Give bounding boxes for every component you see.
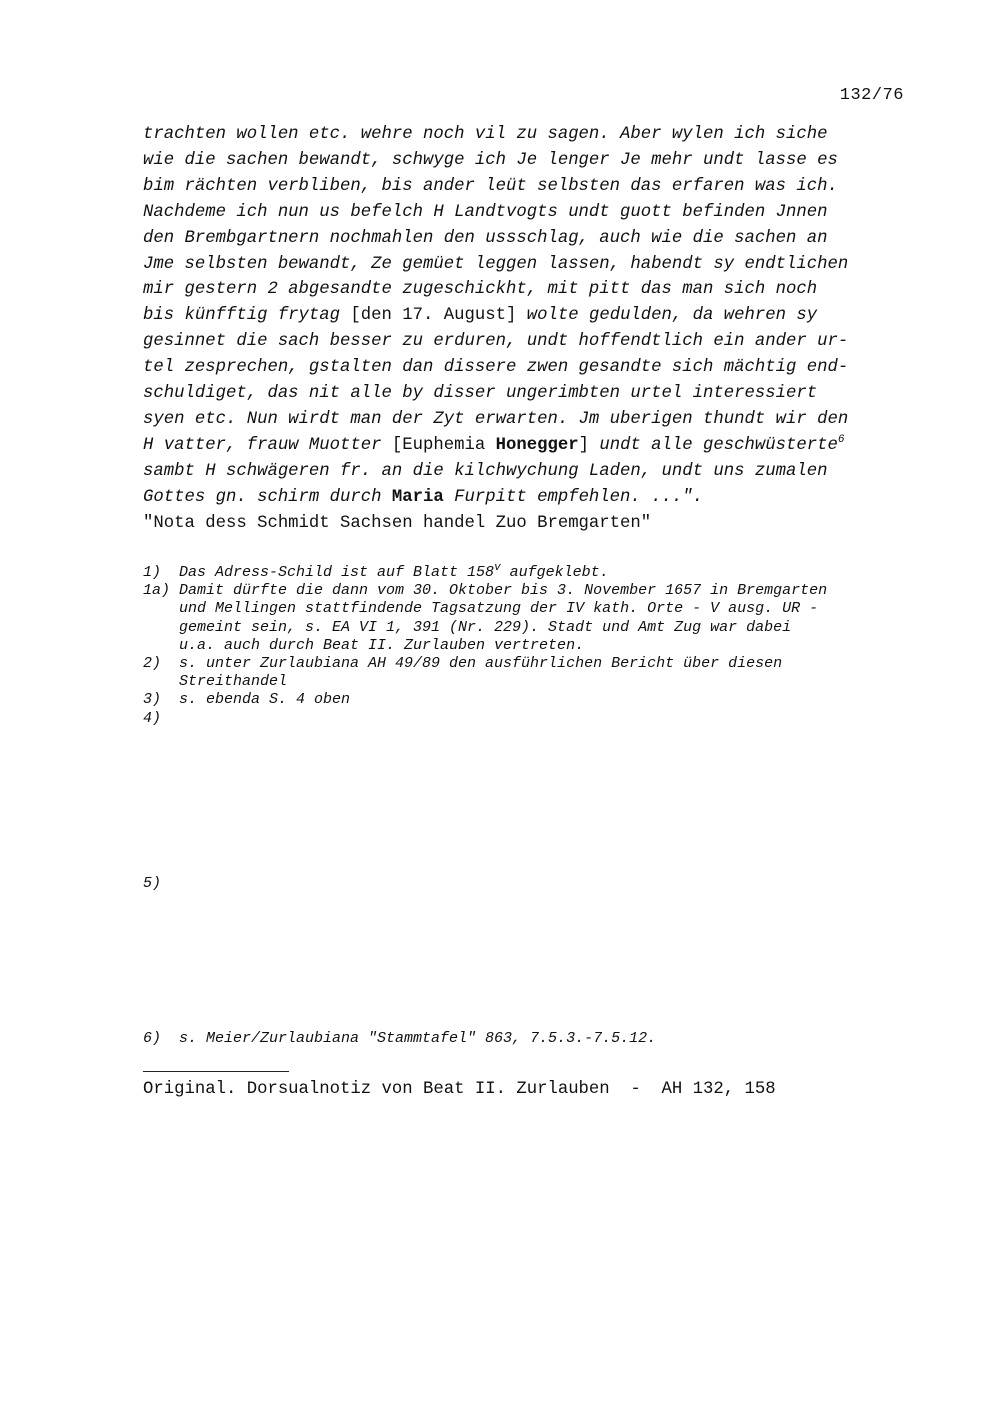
page-number: 132/76 <box>839 86 904 105</box>
footnote-number: 5) <box>143 875 162 892</box>
text-line: den Brembgartnern nochmahlen den ussschlag, auch wie die sachen an <box>143 228 828 248</box>
name-bold: Maria <box>391 487 444 507</box>
footnote-3 <box>143 691 933 709</box>
footnote-number: 6) <box>143 1030 162 1047</box>
footnote-line: s. unter Zurlaubiana AH 49/89 den ausführlichen Bericht über diesen <box>179 655 783 673</box>
footnote-text <box>179 582 933 655</box>
source-line <box>143 1080 776 1099</box>
name-bold: Honegger <box>495 435 579 455</box>
footnote-5-block <box>143 875 933 893</box>
footnote-4 <box>143 710 933 728</box>
text-line: gesinnet die sach besser zu erduren, undt hoffendtlich ein ander ur- <box>143 332 849 352</box>
footnote-1a <box>143 582 933 655</box>
footnotes <box>143 564 933 728</box>
editorial-insert: [Euphemia <box>391 435 496 455</box>
footnote-2 <box>143 655 933 691</box>
separator-rule <box>143 1071 289 1072</box>
footnote-ref: 6 <box>837 434 845 447</box>
editorial-insert: [den 17. August] <box>350 306 517 326</box>
text-line: mir gestern 2 abgesandte zugeschickht, mit pitt das man sich noch <box>143 280 818 300</box>
text-segment: undt alle geschwüsterte <box>588 435 838 455</box>
footnote-number: 1a) <box>143 582 171 600</box>
footnote-line: gemeint sein, s. EA VI 1, 391 (Nr. 229). Stadt und Amt Zug war dabei <box>179 618 792 636</box>
footnote-text: s. ebenda S. 4 oben <box>179 691 351 709</box>
text-line: sambt H schwägeren fr. an die kilchwychung Laden, undt uns zumalen <box>143 461 828 481</box>
footnote-line: Damit dürfte die dann vom 30. Oktober bis 3. November 1657 in Bremgarten <box>179 582 828 600</box>
text-line: trachten wollen etc. wehre noch vil zu sagen. Aber wylen ich siche <box>143 125 828 144</box>
footnote-line: und Mellingen stattfindende Tagsatzung der IV kath. Orte - V ausg. UR - <box>179 600 819 618</box>
footnote-text-segment: Das Adress-Schild ist auf Blatt 158 <box>179 564 495 581</box>
footnote-1 <box>143 564 933 582</box>
footnote-number: 4) <box>143 709 162 727</box>
letter-text <box>143 122 913 537</box>
footnote-text <box>179 564 933 582</box>
footnote-number: 1) <box>143 564 162 581</box>
source-reference: AH 132, 158 <box>661 1080 776 1099</box>
text-line: bim rächten verbliben, bis ander leüt selbsten das erfaren was ich. <box>143 176 838 196</box>
text-line: Nachdeme ich nun us befelch H Landtvogts undt guott befinden Jnnen <box>143 202 828 222</box>
text-line: wie die sachen bewandt, schwyge ich Je lenger Je mehr undt lasse es <box>143 150 838 170</box>
text-line <box>143 485 913 511</box>
text-segment: wolte gedulden, da wehren sy <box>516 306 818 326</box>
editorial-insert: ] <box>578 435 589 455</box>
text-line: schuldiget, das nit alle by disser ungerimbten urtel interessiert <box>143 384 818 404</box>
footnote-text-segment: aufgeklebt. <box>500 564 609 581</box>
dorsal-note-line: "Nota dess Schmidt Sachsen handel Zuo Bremgarten" <box>143 513 652 533</box>
footnote-text <box>179 655 933 691</box>
footnote-superscript: v <box>494 562 501 574</box>
footnote-5 <box>143 875 933 893</box>
footnote-6 <box>143 1030 933 1048</box>
text-line <box>143 433 913 459</box>
footnote-number: 2) <box>143 655 162 673</box>
text-segment: Furpitt empfehlen. ...". <box>443 487 704 507</box>
text-segment: Gottes gn. schirm durch <box>143 487 392 507</box>
text-line: tel zesprechen, gstalten dan dissere zwen gesandte sich mächtig end- <box>143 358 849 378</box>
text-line: Jme selbsten bewandt, Ze gemüet leggen lassen, habendt sy endtlichen <box>143 254 849 274</box>
text-line: syen etc. Nun wirdt man der Zyt erwarten. Jm uberigen thundt wir den <box>143 409 849 429</box>
footnote-6-block <box>143 1030 933 1048</box>
text-line <box>143 303 913 329</box>
source-dash: - <box>630 1080 641 1099</box>
text-segment: bis künfftig frytag <box>143 306 351 326</box>
source-description: Original. Dorsualnotiz von Beat II. Zurlauben <box>143 1080 610 1099</box>
footnote-number: 3) <box>143 691 162 709</box>
footnote-line: u.a. auch durch Beat II. Zurlauben vertreten. <box>179 636 585 654</box>
text-segment: H vatter, frauw Muotter <box>143 435 392 455</box>
footnote-line: Streithandel <box>179 673 288 691</box>
footnote-text: s. Meier/Zurlaubiana "Stammtafel" 863, 7.5.3.-7.5.12. <box>179 1030 657 1047</box>
